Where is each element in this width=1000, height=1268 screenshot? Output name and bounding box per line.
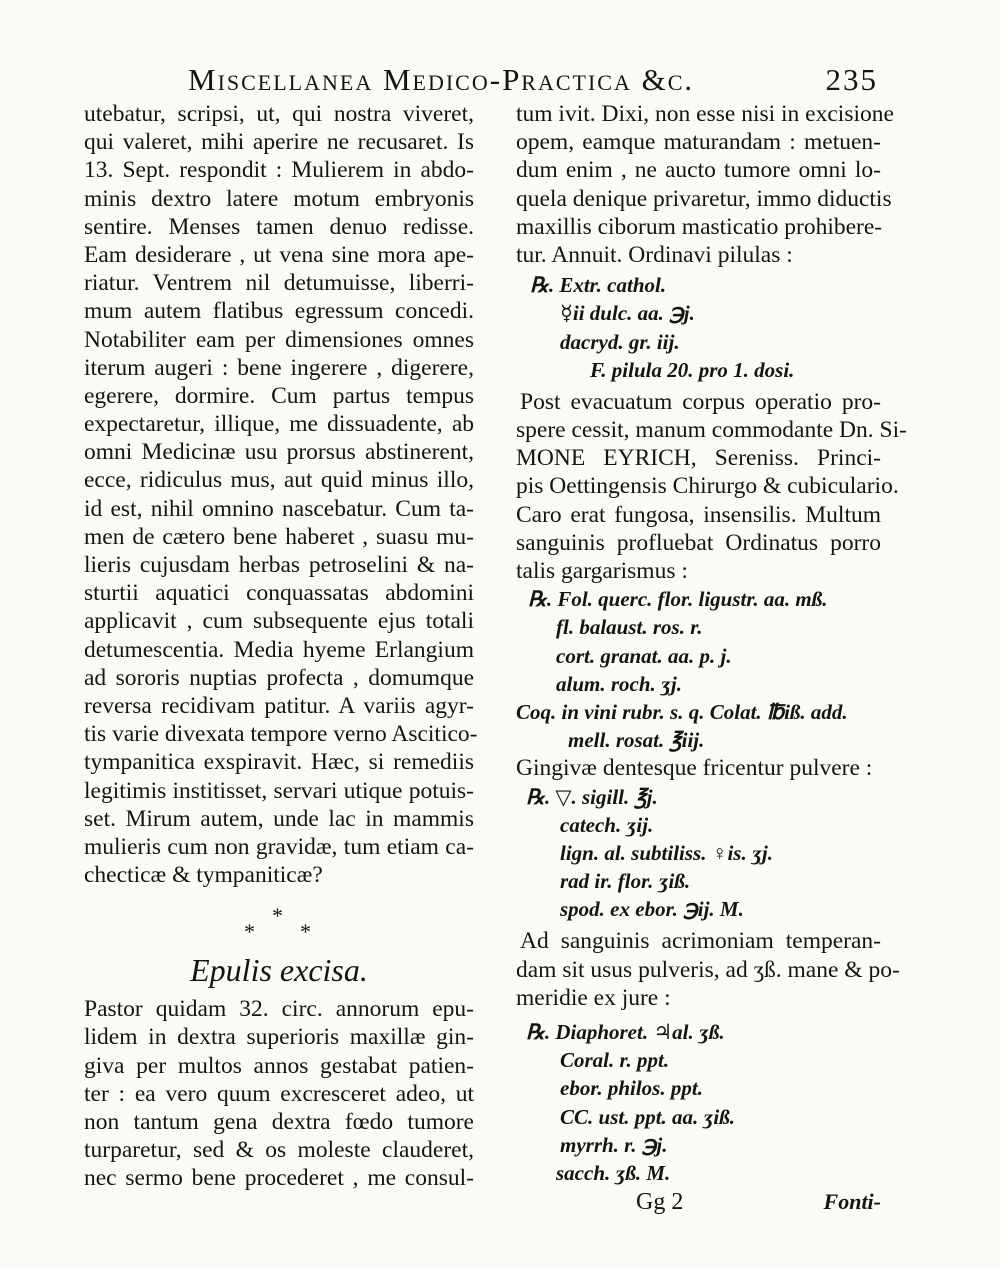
text-line: Eam desiderare , ut vena sine mora ape- [84,241,474,268]
text-line: omni Medicinæ usu prorsus abstinerent, [84,439,474,466]
page-number: 235 [825,62,878,97]
text-line: set. Mirum autem, unde lac in mammis [84,805,474,832]
rx-line: Coq. in vini rubr. s. q. Colat. ℔iß. add. [516,699,848,724]
text-line: legitimis institisset, servari utique potuis- [84,777,474,804]
text-line: Pastor quidam 32. circ. annorum epu- [84,996,474,1023]
text-line: dam sit usus pulveris, ad ʒß. mane & po- [516,956,900,983]
text-line: meridie ex jure : [516,984,671,1011]
rx-line: ☿ii dulc. aa. ℈j. [560,301,695,326]
page-footer [516,1187,881,1217]
text-line: minis dextro latere motum embryonis [84,185,474,212]
right-column [516,100,907,1217]
section-ornament-stars: * * * [244,903,311,945]
text-line: nec sermo bene procederet , me consul- [84,1165,474,1192]
rx-line: ebor. philos. ppt. [560,1076,703,1101]
right-paragraph-3 [516,754,881,782]
text-line: sanguinis profluebat Ordinatus porro [516,529,881,556]
text-line: utebatur, scripsi, ut, qui nostra viveret, [84,101,474,127]
text-line: sturtii aquatici conquassatas abdomini [84,580,474,607]
section-title: Epulis excisa. [190,952,368,989]
text-line: Ad sanguinis acrimoniam temperan- [520,928,881,955]
text-line: checticæ & tympaniticæ? [84,862,323,889]
text-line: tympanitica exspiravit. Hæc, si remediis [84,749,474,776]
text-line: ter : ea vero quum excresceret adeo, ut [84,1080,474,1107]
text-line: Gingivæ dentesque fricentur pulvere : [516,755,873,782]
rx-line: lign. al. subtiliss. ♀is. ʒj. [560,840,773,865]
text-line: men de cætero bene haberet , suasu mu- [84,523,474,550]
text-line: tum ivit. Dixi, non esse nisi in excisione [516,101,894,127]
text-line: opem, eamque maturandam : metuen- [516,129,881,156]
text-line: dum enim , ne aucto tumore omni lo- [516,157,881,184]
catchword: Fonti- [823,1189,881,1215]
text-line: giva per multos annos gestabat patien- [84,1052,474,1079]
text-line: ad sororis nuptias profecta , domumque [84,664,474,691]
text-line: id est, nihil omnino nascebatur. Cum ta- [84,495,474,522]
text-line: expectaretur, illique, me dissuadente, ab [84,411,474,438]
running-title: Miscellanea Medico-Practica &c. [188,62,695,97]
rx-line: dacryd. gr. iij. [560,329,680,354]
rx-line: catech. ʒij. [560,812,654,837]
text-line: applicavit , cum subsequente ejus totali [84,608,474,635]
text-line: mulieris cum non gravidæ, tum etiam ca- [84,833,474,860]
rx-line: alum. roch. ʒj. [556,671,682,696]
text-line: lieris cujusdam herbas petroselini & na- [84,552,474,578]
rx-line: Coral. r. ppt. [560,1048,670,1073]
text-line: lidem in dextra superioris maxillæ gin- [84,1024,474,1051]
text-line: MONE EYRICH, Sereniss. Princi- [516,445,881,472]
rx-line: cort. granat. aa. p. j. [556,643,732,668]
left-paragraph-2 [84,995,474,1192]
text-line: tur. Annuit. Ordinavi pilulas : [516,241,793,268]
text-line: spere cessit, manum commodante Dn. Si- [516,417,907,444]
text-line: ecce, ridiculus mus, aut quid minus illo, [84,467,474,494]
text-line: turparetur, sed & os moleste clauderet, [84,1137,474,1164]
text-line: iterum augeri : bene ingerere , digerere, [84,354,474,381]
text-line: Caro erat fungosa, insensilis. Multum [516,501,881,528]
right-paragraph-4 [516,923,900,1012]
text-line: maxillis ciborum masticatio prohibere- [516,213,883,240]
rx-line: ℞. Diaphoret. ♃al. ʒß. [526,1020,725,1044]
prescription-diaphoretic [516,1012,881,1187]
text-line: Notabiliter eam per dimensiones omnes [84,326,474,353]
rx-line: spod. ex ebor. ℈ij. M. [560,897,744,922]
signature-mark: Gg 2 [636,1189,684,1216]
text-line: riatur. Ventrem nil detumuisse, liberri- [84,270,474,297]
rx-line: ℞. Extr. cathol. [530,273,667,298]
prescription-powder [516,783,881,924]
right-paragraph-1 [516,100,894,269]
rx-line: fl. balaust. ros. r. [556,615,703,640]
text-line: mum autem flatibus egressum concedi. [84,298,474,325]
rx-line: mell. rosat. ℥iij. [568,728,705,753]
text-line: non tantum gena dextra fœdo tumore [84,1109,474,1135]
text-line: reversa recidivam patitur. A variis agyr- [84,692,474,719]
text-line: tis varie divexata tempore verno Ascitico- [84,721,478,748]
text-line: talis gargarismus : [516,558,688,584]
text-line: quela denique privaretur, immo diductis [516,185,892,212]
prescription-pills [516,269,881,384]
text-line: 13. Sept. respondit : Mulierem in abdo- [84,157,474,184]
rx-line: myrrh. r. ℈j. [560,1132,668,1157]
prescription-gargle [516,585,881,754]
right-paragraph-2 [516,384,907,585]
text-line: qui valeret, mihi aperire ne recusaret. Is [84,129,474,156]
text-line: detumescentia. Media hyeme Erlangium [84,636,474,663]
left-column [84,100,478,1193]
text-line: pis Oettingensis Chirurgo & cubiculario. [516,473,899,500]
text-line: sentire. Menses tamen denuo redisse. [84,213,474,240]
text-line: Post evacuatum corpus operatio pro- [520,388,881,415]
left-paragraph-1 [84,100,478,889]
running-header [188,62,878,102]
rx-line: F. pilula 20. pro 1. dosi. [590,357,795,382]
text-line: egerere, dormire. Cum partus tempus [84,382,474,409]
rx-line: CC. ust. ppt. aa. ʒiß. [560,1104,736,1129]
rx-line: rad ir. flor. ʒiß. [560,869,691,894]
rx-line: ℞. ▽. sigill. ℥j. [526,784,658,809]
rx-line: ℞. Fol. querc. flor. ligustr. aa. mß. [528,587,828,612]
rx-line: sacch. ʒß. M. [556,1160,671,1185]
